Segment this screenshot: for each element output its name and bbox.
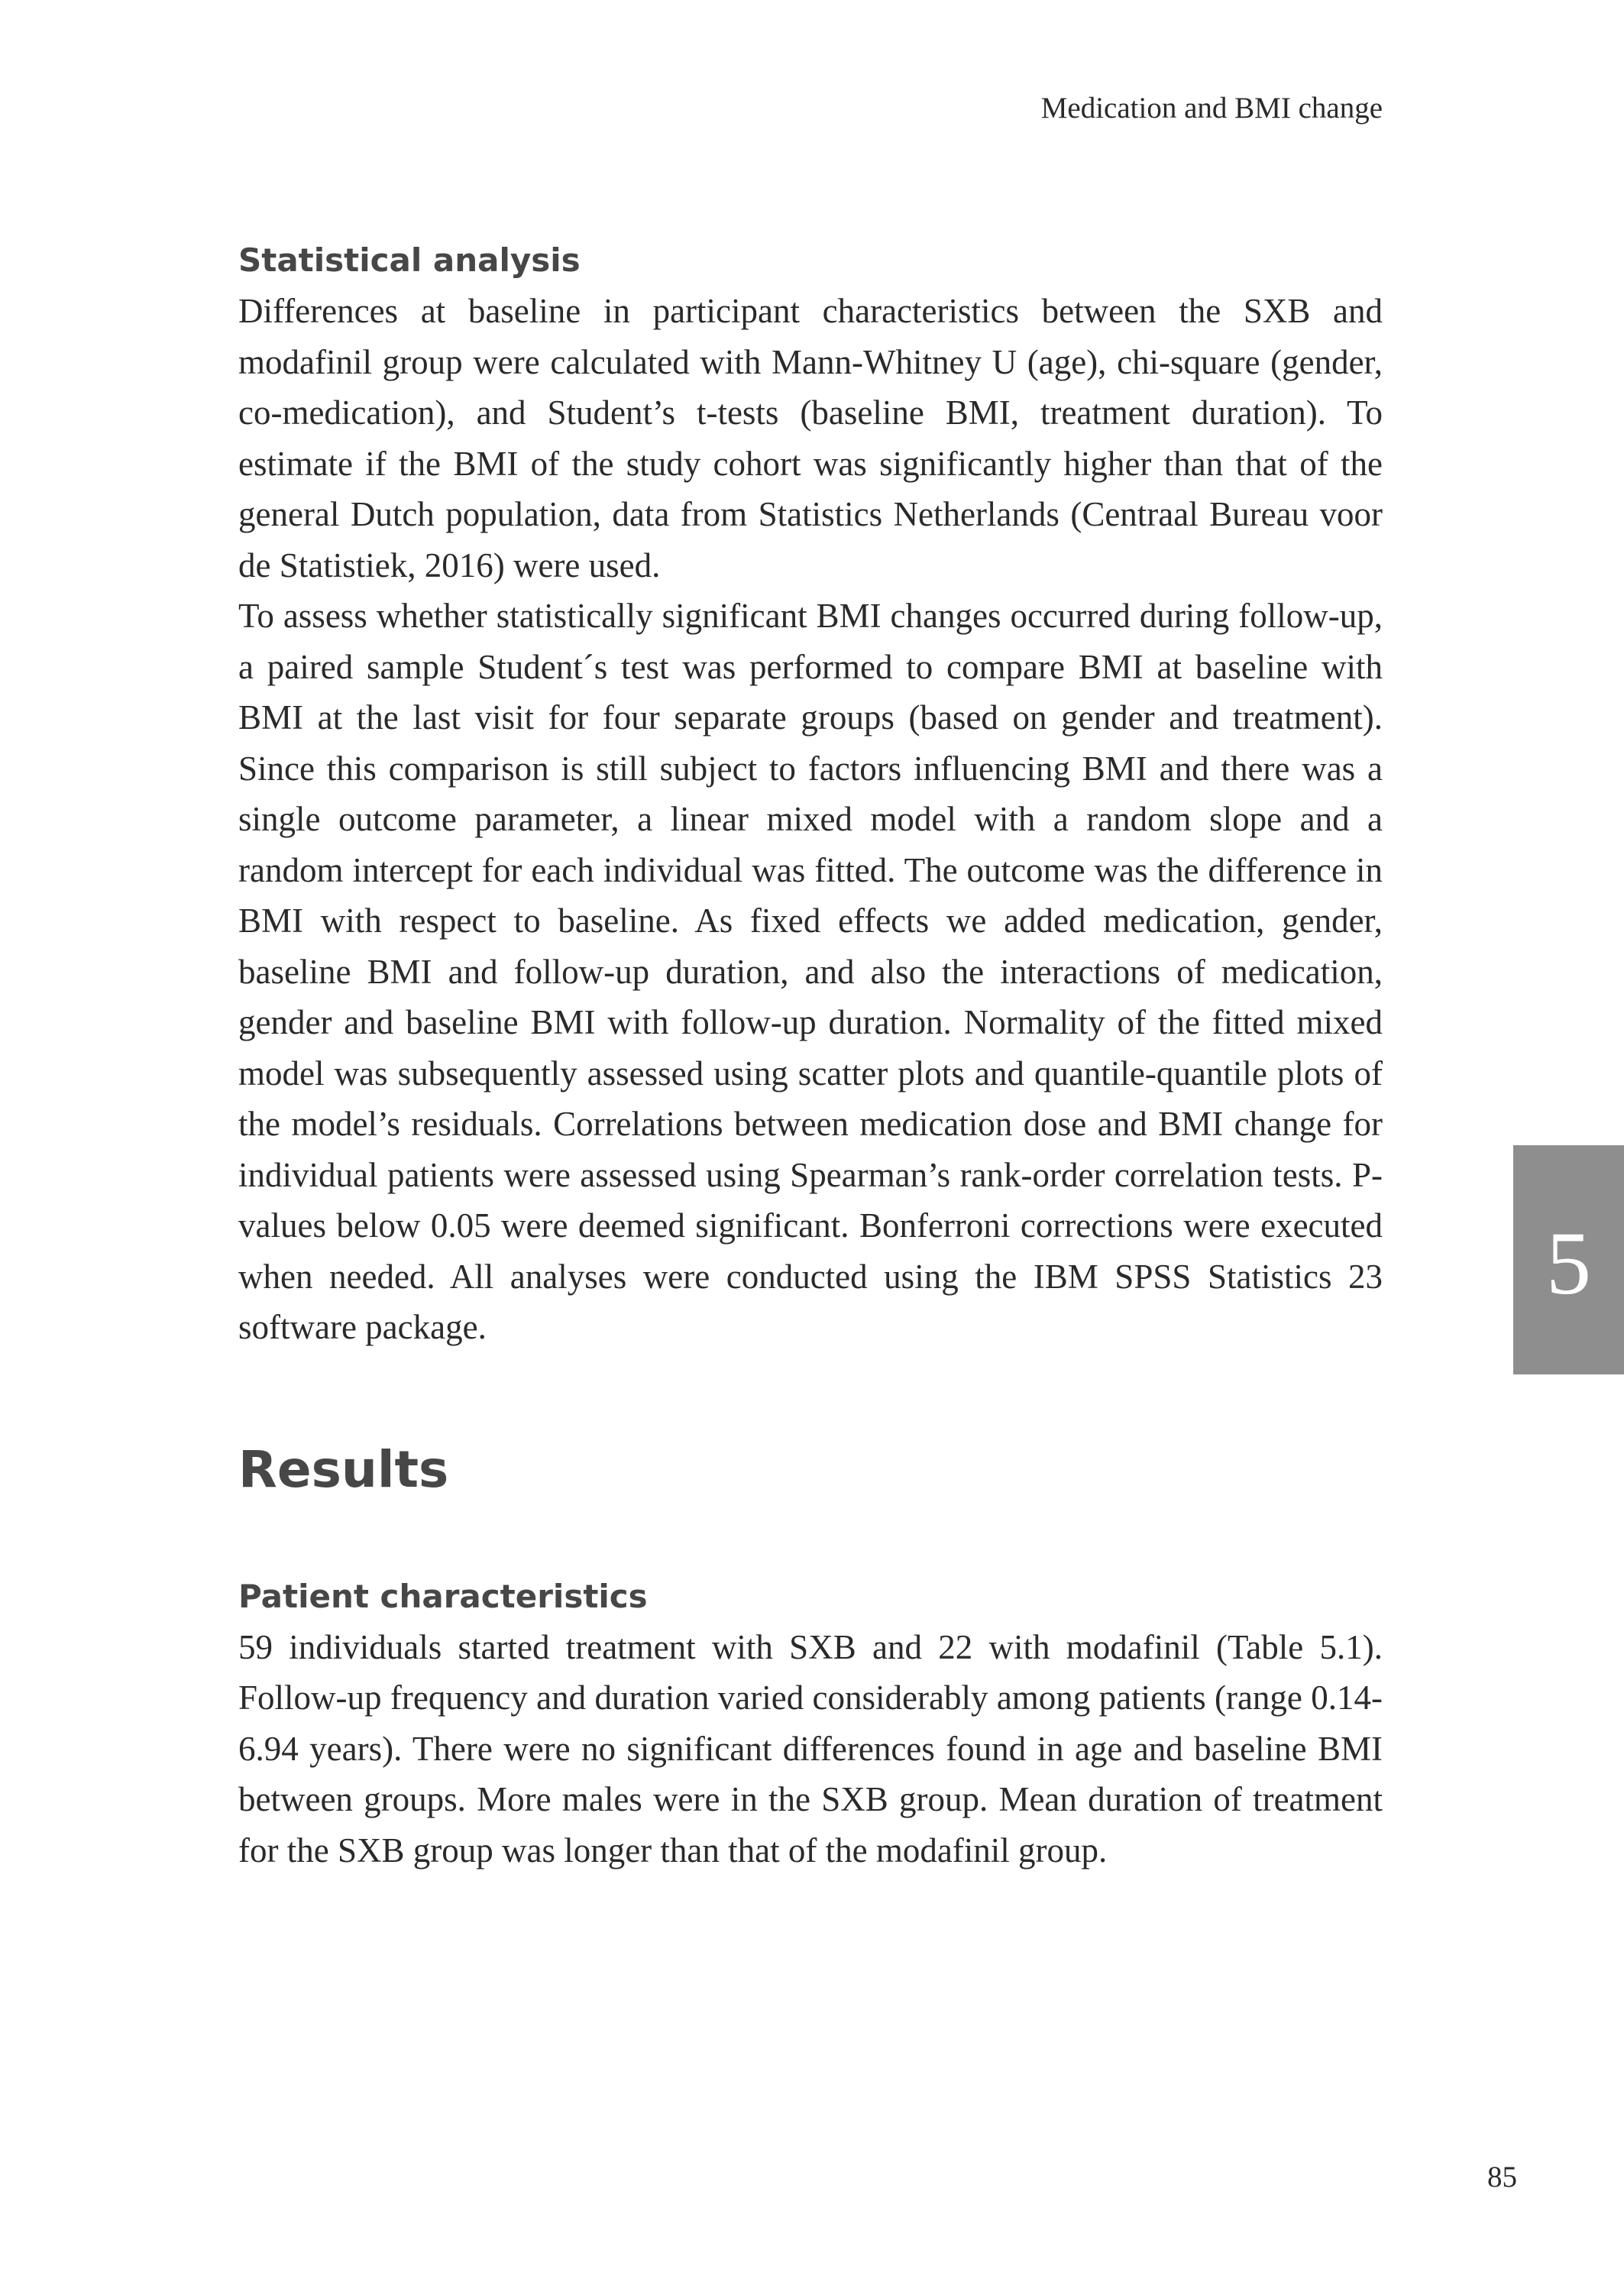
section-heading-results: Results: [238, 1439, 449, 1499]
section-heading-statistical-analysis: Statistical analysis: [238, 241, 581, 279]
running-head: Medication and BMI change: [1040, 92, 1383, 125]
page-number: 85: [1487, 2161, 1517, 2193]
chapter-number: 5: [1546, 1213, 1591, 1313]
page-content: [238, 235, 1383, 1876]
paragraph-statistical-analysis-1: Differences at baseline in participant characteristics between the SXB and modafinil group were calculated with Mann-Whitney U (age), chi-square (gender, co-medication), and Student’s t-tests (baseline BMI, treatment duration). To estimate if the BMI of the study cohort was significantly higher than that of the general Dutch population, data from Statistics Netherlands (Centraal Bureau voor de Statistiek, 2016) were used.: [238, 292, 1383, 584]
section-heading-patient-characteristics: Patient characteristics: [238, 1577, 648, 1615]
chapter-tab: [1513, 1145, 1624, 1374]
paragraph-patient-characteristics-1: 59 individuals started treatment with SXB and 22 with modafinil (Table 5.1). Follow-up frequency and duration varied considerably among patients (range 0.14-6.94 years). There were no significant differences found in age and baseline BMI between groups. More males were in the SXB group. Mean duration of treatment for the SXB group was longer than that of the modafinil group.: [238, 1627, 1383, 1870]
paragraph-statistical-analysis-2: To assess whether statistically significant BMI changes occurred during follow-up, a paired sample Student´s test was performed to compare BMI at baseline with BMI at the last visit for four separate groups (based on gender and treatment). Since this comparison is still subject to factors influencing BMI and there was a single outcome parameter, a linear mixed model with a random slope and a random intercept for each individual was fitted. The outcome was the difference in BMI with respect to baseline. As fixed effects we added medication, gender, baseline BMI and follow-up duration, and also the interactions of medication, gender and baseline BMI with follow-up duration. Normality of the fitted mixed model was subsequently assessed using scatter plots and quantile-quantile plots of the model’s residuals. Correlations between medication dose and BMI change for individual patients were assessed using Spearman’s rank-order correlation tests. P-values below 0.05 were deemed significant. Bonferroni corrections were executed when needed. All analyses were conducted using the IBM SPSS Statistics 23 software package.: [238, 597, 1383, 1346]
